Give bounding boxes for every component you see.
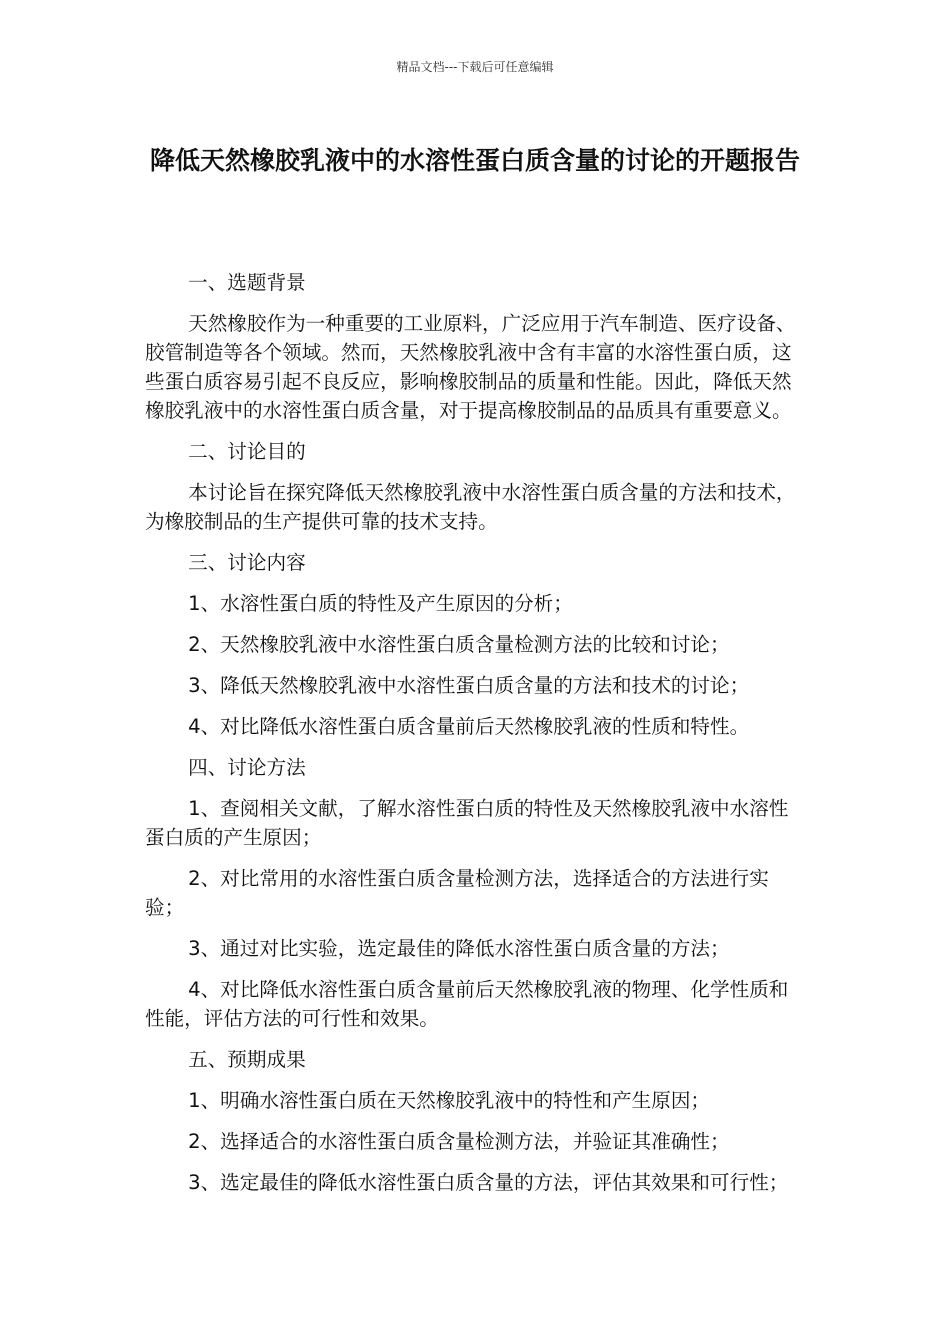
- list-item-results: 1、明确水溶性蛋白质在天然橡胶乳液中的特性和产生原因；: [188, 1089, 711, 1112]
- list-item-method: 1、查阅相关文献，了解水溶性蛋白质的特性及天然橡胶乳液中水溶性蛋白质的产生原因；: [145, 797, 789, 849]
- list-item-content: 3、降低天然橡胶乳液中水溶性蛋白质含量的方法和技术的讨论；: [188, 674, 750, 697]
- list-item-method: 3、通过对比实验，选定最佳的降低水溶性蛋白质含量的方法；: [188, 937, 730, 960]
- document-body: [145, 268, 807, 1197]
- list-item-content: 4、对比降低水溶性蛋白质含量前后天然橡胶乳液的性质和特性。: [188, 715, 750, 738]
- list-item-content: 2、天然橡胶乳液中水溶性蛋白质含量检测方法的比较和讨论；: [188, 633, 730, 656]
- list-item-results: 3、选定最佳的降低水溶性蛋白质含量的方法，评估其效果和可行性；: [188, 1171, 789, 1194]
- document-title: 降低天然橡胶乳液中的水溶性蛋白质含量的讨论的开题报告: [149, 146, 800, 175]
- section-heading-results: 五、预期成果: [188, 1048, 306, 1071]
- paragraph-purpose: 本讨论旨在探究降低天然橡胶乳液中水溶性蛋白质含量的方法和技术，为橡胶制品的生产提供可靠的技术支持。: [145, 481, 796, 533]
- section-heading-background: 一、选题背景: [188, 271, 306, 294]
- header-note: 精品文档---下载后可任意编辑: [396, 60, 554, 74]
- list-item-content: 1、水溶性蛋白质的特性及产生原因的分析；: [188, 592, 573, 615]
- list-item-results: 2、选择适合的水溶性蛋白质含量检测方法，并验证其准确性；: [188, 1130, 730, 1153]
- list-item-method: 4、对比降低水溶性蛋白质含量前后天然橡胶乳液的物理、化学性质和性能，评估方法的可行性和效果。: [145, 978, 789, 1030]
- list-item-method: 2、对比常用的水溶性蛋白质含量检测方法，选择适合的方法进行实验；: [145, 867, 769, 919]
- section-heading-purpose: 二、讨论目的: [188, 440, 306, 463]
- section-heading-content: 三、讨论内容: [188, 551, 306, 574]
- section-heading-method: 四、讨论方法: [188, 756, 306, 779]
- paragraph-background: 天然橡胶作为一种重要的工业原料，广泛应用于汽车制造、医疗设备、胶管制造等各个领域。然而，天然橡胶乳液中含有丰富的水溶性蛋白质，这些蛋白质容易引起不良反应，影响橡胶制品的质量和性能。因此，降低天然橡胶乳液中的水溶性蛋白质含量，对于提高橡胶制品的品质具有重要意义。: [145, 312, 796, 422]
